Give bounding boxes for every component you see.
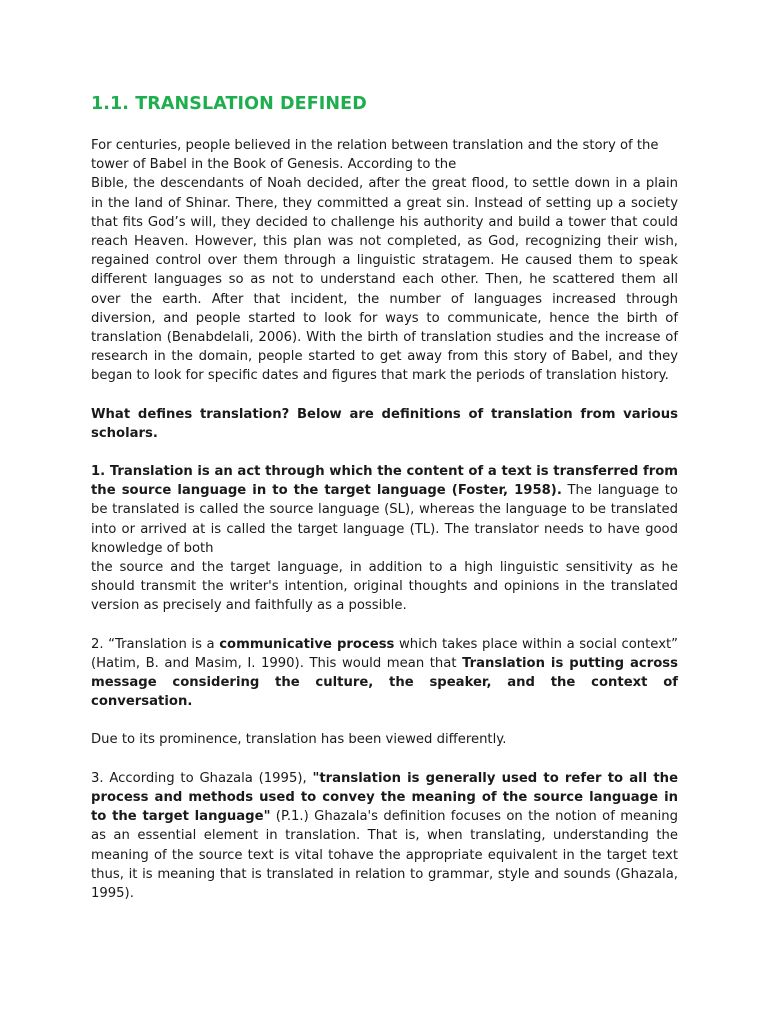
paragraph-babel-story: Bible, the descendants of Noah decided, after the great flood, to settle down in a plain in the land of Shinar. There, they committed a great sin. Instead of setting up a society that fits God’s will, they decided to challenge his authority and build a tower that could reach Heaven. However, this plan was not completed, as God, recognizing their wish, regained control over them through a linguistic stratagem. He caused them to speak different languages so as not to understand each other. Then, he scattered them all over the earth. After that incident, the number of languages increased through diversion, and people started to look for ways to communicate, hence the birth of translation (Benabdelali, 2006). With the birth of translation studies and the increase of research in the domain, people started to get away from this story of Babel, and they began to look for specific dates and figures that mark the periods of translation history. — [91, 176, 678, 384]
definition-1-bold: 1. Translation is an act through which the content of a text is transferred from the source language in to the target language (Foster, 1958). — [91, 464, 678, 499]
definition-1-text: The language to be translated is called the source language (SL), whereas the language to be translated into or arrived at is called the target language (TL). The translator needs to have good knowledge of both — [91, 483, 678, 556]
definition-2-mid: which takes place within a social context” (Hatim, B. and Masim, I. 1990). This would mean that — [91, 636, 678, 671]
definition-3-text: (P.1.) Ghazala's definition focuses on the notion of meaning as an essential element in translation. That is, when translating, understanding the meaning of the source text is vital tohave the appropriate equivalent in the target text thus, it is meaning that is translated in relation to grammar, style and sounds (Ghazala, 1995). — [91, 809, 678, 901]
definition-3-pre: 3. According to Ghazala (1995), — [91, 770, 313, 786]
definition-3 — [91, 769, 678, 903]
definition-3-bold: "translation is generally used to refer to all the process and methods used to convey the meaning of the source language in to the target language" — [91, 770, 679, 825]
definition-2-pre: 2. “Translation is a — [91, 636, 220, 652]
paragraph-babel-intro: For centuries, people believed in the relation between translation and the story of the tower of Babel in the Book of Genesis. According to the — [91, 138, 659, 173]
definitions-question — [91, 405, 678, 443]
definition-1 — [91, 462, 678, 558]
paragraph-prominence: Due to its prominence, translation has been viewed differently. — [91, 732, 507, 748]
section-heading: 1.1. TRANSLATION DEFINED — [91, 94, 367, 114]
definition-2 — [91, 635, 678, 712]
definition-2-bold-2: Translation is putting across message considering the culture, the speaker, and the context of conversation. — [91, 655, 678, 710]
definition-2-bold-1: communicative process — [219, 636, 395, 652]
definitions-question-text: What defines translation? Below are definitions of translation from various scholars. — [91, 406, 678, 441]
definition-1-continued: the source and the target language, in addition to a high linguistic sensitivity as he should transmit the writer's intention, original thoughts and opinions in the translated version as precisely and faithfully as a possible. — [91, 560, 678, 614]
